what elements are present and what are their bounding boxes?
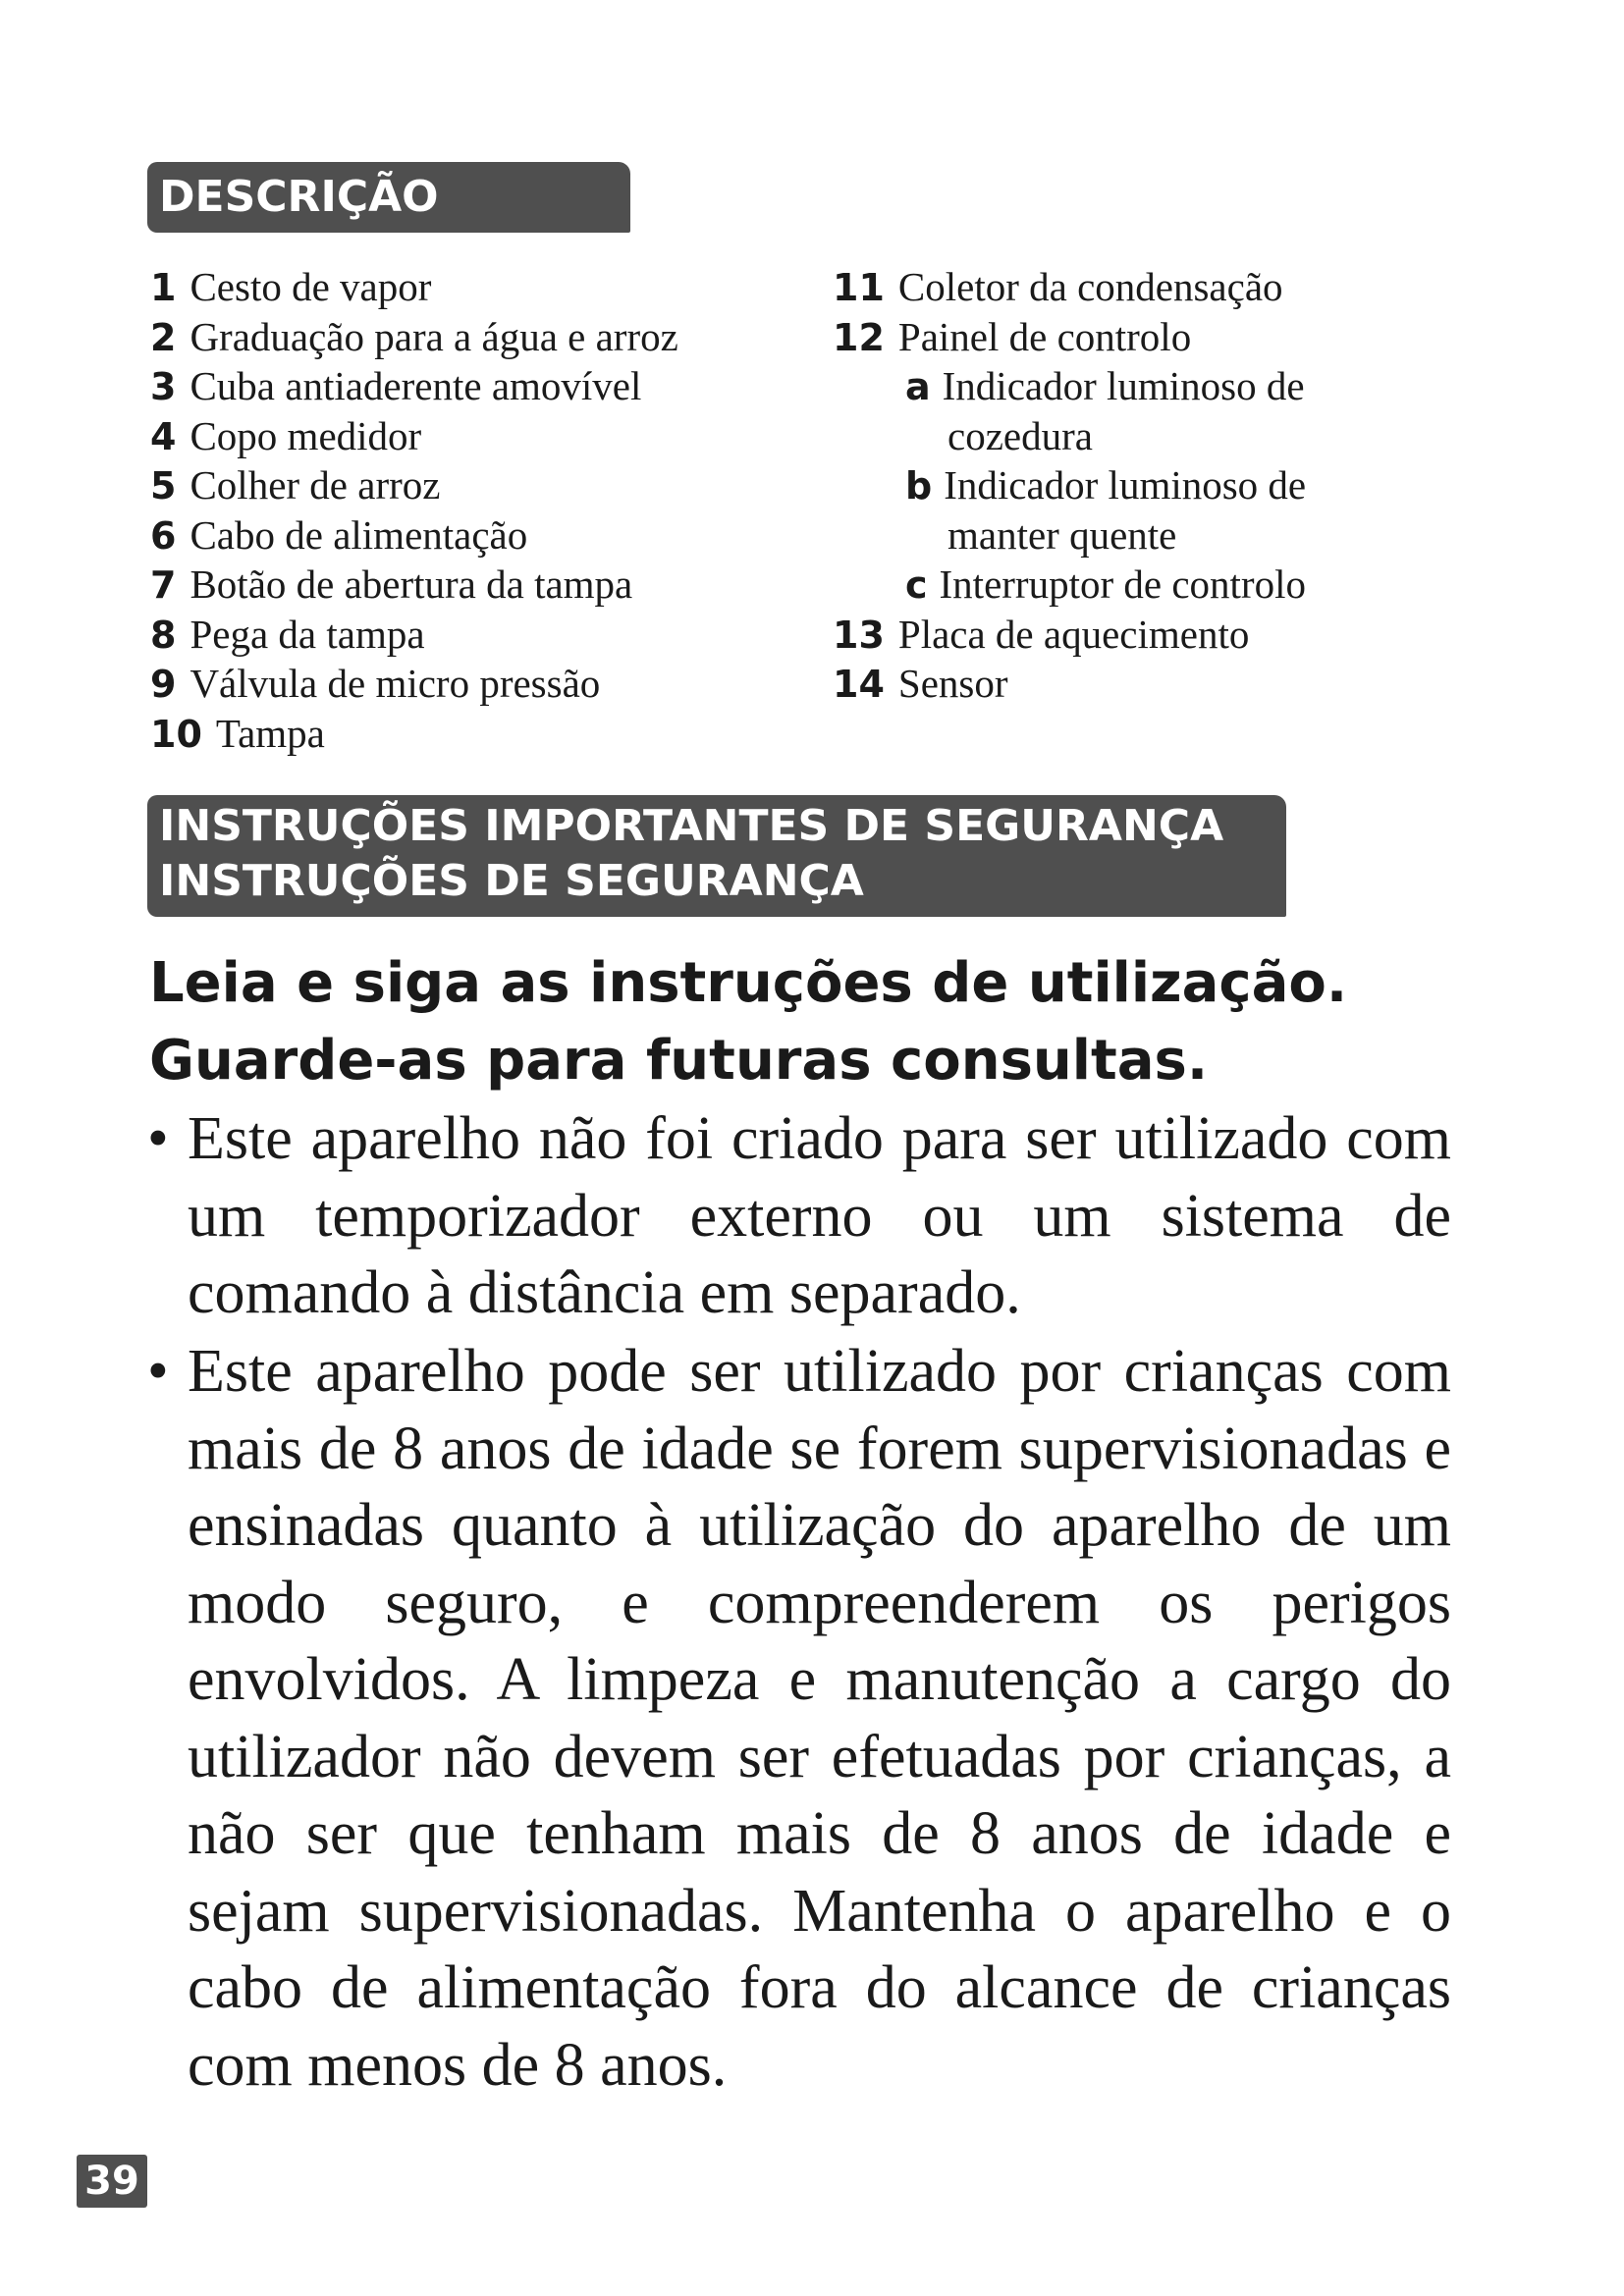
item-label: Pega da tampa (189, 611, 425, 657)
list-item (150, 262, 788, 312)
lead-instruction: Leia e siga as instruções de utilização. Guarde-as para futuras consultas. (149, 951, 1348, 1093)
list-item (150, 312, 788, 362)
safety-bullet (147, 1100, 1451, 1332)
list-item (833, 262, 1422, 312)
bullet-marker: • (147, 1105, 169, 1172)
item-label: Tampa (215, 710, 325, 756)
sub-item-letter: b (905, 464, 933, 507)
sub-item (833, 560, 1422, 610)
sub-item-continuation (833, 510, 1422, 561)
item-label: Graduação para a água e arroz (189, 313, 678, 359)
item-label: Cabo de alimentação (189, 511, 528, 558)
item-number: 8 (150, 613, 177, 657)
sub-item-letter: c (905, 563, 928, 607)
item-number: 1 (150, 266, 177, 309)
list-item (150, 411, 788, 461)
sub-item (833, 361, 1422, 411)
item-number: 5 (150, 464, 177, 507)
bullet-marker: • (147, 1338, 169, 1405)
sub-item (833, 460, 1422, 510)
list-item (150, 610, 788, 660)
list-item (833, 312, 1422, 362)
description-heading (147, 162, 630, 233)
sub-item-label: Indicador luminoso de (944, 462, 1307, 507)
item-number: 6 (150, 513, 177, 558)
list-item (833, 659, 1422, 709)
list-item (150, 361, 788, 411)
item-number: 14 (833, 663, 885, 706)
list-item (833, 610, 1422, 660)
item-number: 3 (150, 365, 177, 408)
sub-item-label: Indicador luminoso de (942, 363, 1305, 408)
item-number: 9 (150, 663, 177, 706)
list-item (150, 510, 788, 561)
item-label: Botão de abertura da tampa (189, 561, 633, 607)
item-label: Cuba antiaderente amovível (189, 363, 642, 408)
item-label: Sensor (897, 661, 1008, 706)
safety-bullet (147, 1333, 1451, 2104)
safety-heading (147, 795, 1286, 917)
list-item (150, 659, 788, 709)
item-label: Válvula de micro pressão (189, 661, 601, 706)
list-item (150, 460, 788, 510)
item-number: 4 (150, 414, 177, 458)
item-number: 11 (833, 266, 885, 309)
sub-item-letter: a (905, 365, 931, 408)
item-label: Colher de arroz (189, 462, 441, 507)
description-heading-text: DESCRIÇÃO (159, 172, 439, 222)
item-number: 2 (150, 315, 177, 359)
item-label: Coletor da condensação (897, 264, 1283, 309)
parts-list-left (150, 262, 788, 758)
parts-list-right (833, 262, 1422, 709)
item-number: 12 (833, 315, 885, 359)
item-number: 10 (150, 712, 202, 756)
bullet-text: Este aparelho pode ser utilizado por crianças com mais de 8 anos de idade se forem supervisionadas e ensinadas quanto à utilização do aparelho de um modo seguro, e compreenderem os perigos envolvidos. A limpeza e manutenção a cargo do utilizador não devem ser efetuadas por crianças, a não ser que tenham mais de 8 anos de idade e sejam supervisionadas. Mantenha o aparelho e o cabo de alimentação fora do alcance de crianças com menos de 8 anos. (188, 1338, 1451, 2099)
list-item (150, 560, 788, 610)
item-label: Cesto de vapor (189, 264, 432, 309)
page-number: 39 (77, 2155, 147, 2208)
sub-item-continuation (833, 411, 1422, 461)
sub-item-label-continued: cozedura (947, 412, 1093, 458)
bullet-text: Este aparelho não foi criado para ser utilizado com um temporizador externo ou um sistema de comando à distância em separado. (188, 1105, 1451, 1326)
item-label: Painel de controlo (897, 313, 1192, 359)
safety-heading-line1: INSTRUÇÕES IMPORTANTES DE SEGURANÇA (159, 801, 1224, 851)
safety-heading-line2: INSTRUÇÕES DE SEGURANÇA (159, 856, 864, 906)
item-label: Copo medidor (189, 412, 422, 458)
sub-item-label-continued: manter quente (947, 511, 1177, 558)
sub-item-label: Interruptor de controlo (939, 561, 1306, 607)
item-number: 7 (150, 563, 177, 607)
list-item (150, 709, 788, 759)
item-label: Placa de aquecimento (897, 611, 1250, 657)
item-number: 13 (833, 613, 885, 657)
